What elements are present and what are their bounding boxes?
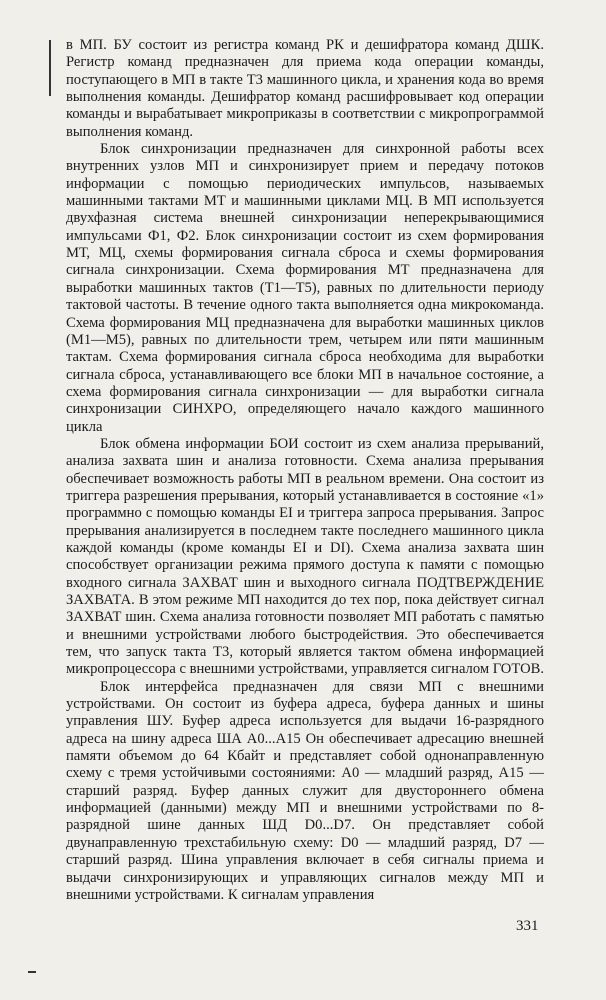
page-number: 331 — [516, 918, 539, 934]
paragraph-control-unit: в МП. БУ состоит из регистра команд РК и дешифратора команд ДШК. Регистр команд предназначен для приема кода операции команды, поступающего в МП в такте Т3 машинного цикла, и хранения кода во время выполнения команды. Дешифратор команд расшифровывает код операции команды и вырабатывает микроприказы в соответствии с микропрограммой выполнения команд. — [66, 37, 544, 140]
paragraph-exchange-block: Блок обмена информации БОИ состоит из схем анализа прерываний, анализа захвата шин и анализа готовности. Схема анализа прерывания обеспечивает возможность работы МП в реальном времени. Она состоит из триггера разрешения прерывания, который устанавливается в состояние «1» программно с помощью команды EI и триггера запроса прерывания. Запрос прерывания анализируется в последнем такте последнего машинного цикла каждой команды (кроме команды EI и DI). Схема анализа захвата шин способствует организации режима прямого доступа к памяти с помощью входного сигнала ЗАХВАТ шин и выходного сигнала ПОДТВЕРЖДЕНИЕ ЗАХВАТА. В этом режиме МП находится до тех пор, пока действует сигнал ЗАХВАТ шин. Схема анализа готовности позволяет МП работать с памятью и внешними устройствами любого быстродействия. Это обеспечивается тем, что запуск такта Т3, который является тактом обмена информацией микропроцессора с внешними устройствами, управляется сигналом ГОТОВ. — [66, 435, 544, 678]
margin-mark — [49, 40, 51, 96]
paragraph-sync-block: Блок синхронизации предназначен для синхронной работы всех внутренних узлов МП и синхронизирует прием и передачу потоков информации с помощью периодических импульсов, называемых машинными тактами МТ и машинными циклами МЦ. В МП используется двухфазная система внешней синхронизации неперекрывающимися импульсами Ф1, Ф2. Блок синхронизации состоит из схем формирования МТ, МЦ, схемы формирования сигнала сброса и схемы формирования сигнала синхронизации. Схема формирования МТ предназначена для выработки машинных тактов (Т1—Т5), равных по длительности периоду тактовой частоты. В течение одного такта выполняется одна микрокоманда. Схема формирования МЦ предназначена для выработки машинных циклов (М1—М5), равных по длительности трем, четырем или пяти машинным тактам. Схема формирования сигнала сброса необходима для выработки сигнала сброса, устанавливающего все блоки МП в начальное состояние, а схема формирования сигнала синхронизации — для выработки сигнала синхронизации СИНХРО, определяющего начало каждого машинного цикла — [66, 141, 544, 435]
page-body — [66, 37, 544, 904]
paragraph-interface-block: Блок интерфейса предназначен для связи МП с внешними устройствами. Он состоит из буфера адреса, буфера данных и шины управления ШУ. Буфер адреса используется для выдачи 16-разрядного адреса на шину адреса ША А0...А15 Он обеспечивает адресацию внешней памяти объемом до 64 Кбайт и представляет собой однонаправленную схему с тремя устойчивыми состояниями: А0 — младший разряд, А15 — старший разряд. Буфер данных служит для двустороннего обмена информацией (данными) между МП и внешними устройствами по 8-разрядной шине данных ШД D0...D7. Он представляет собой двунаправленную трехстабильную схему: D0 — младший разряд, D7 — старший разряд. Шина управления включает в себя сигналы приема и выдачи синхронизирующих и управляющих сигналов между МП и внешними устройствами. К сигналам управления — [66, 678, 544, 903]
corner-mark — [28, 971, 36, 973]
